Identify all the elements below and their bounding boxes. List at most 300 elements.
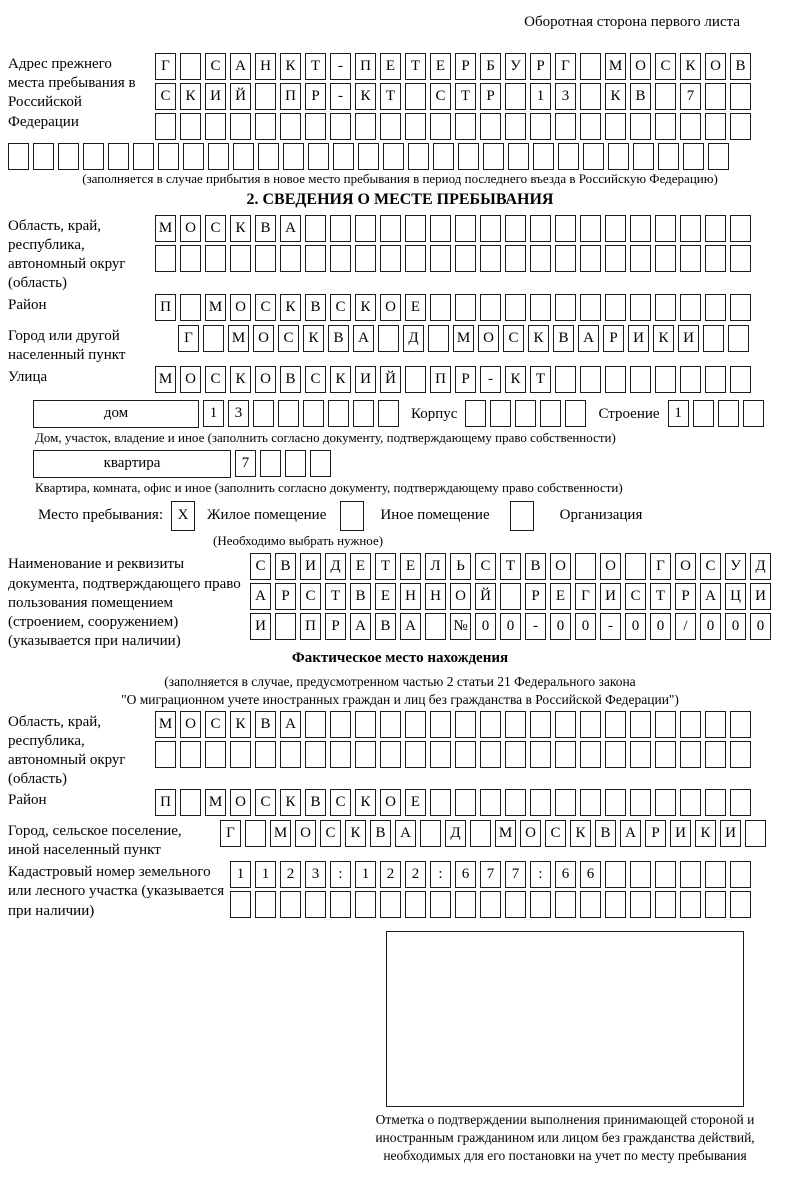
char-cell[interactable] [730,294,751,321]
char-cell[interactable]: 2 [280,861,301,888]
char-cell[interactable] [680,891,701,918]
char-cell[interactable]: 1 [668,400,689,427]
char-cell[interactable] [555,891,576,918]
char-cell[interactable] [505,789,526,816]
char-cell[interactable] [580,53,601,80]
char-cell[interactable] [555,245,576,272]
char-cell[interactable] [378,400,399,427]
char-cell[interactable]: В [275,553,296,580]
char-cell[interactable] [705,245,726,272]
char-cell[interactable] [580,711,601,738]
char-cell[interactable] [680,366,701,393]
char-cell[interactable]: Г [555,53,576,80]
char-cell[interactable]: 0 [475,613,496,640]
char-cell[interactable]: Р [480,83,501,110]
char-cell[interactable] [655,245,676,272]
char-cell[interactable] [655,789,676,816]
char-cell[interactable] [605,861,626,888]
char-cell[interactable] [205,245,226,272]
char-cell[interactable] [655,891,676,918]
char-cell[interactable]: К [653,325,674,352]
char-cell[interactable] [505,113,526,140]
char-cell[interactable] [605,789,626,816]
char-cell[interactable] [580,789,601,816]
char-cell[interactable] [730,113,751,140]
char-cell[interactable]: К [605,83,626,110]
char-cell[interactable] [708,143,729,170]
char-cell[interactable]: О [478,325,499,352]
char-cell[interactable] [405,245,426,272]
char-cell[interactable] [480,711,501,738]
char-cell[interactable]: И [355,366,376,393]
char-cell[interactable]: - [330,53,351,80]
char-cell[interactable]: С [430,83,451,110]
char-cell[interactable] [730,366,751,393]
char-cell[interactable]: К [528,325,549,352]
char-cell[interactable]: 7 [480,861,501,888]
char-cell[interactable] [283,143,304,170]
char-cell[interactable]: А [700,583,721,610]
char-cell[interactable] [730,861,751,888]
char-cell[interactable]: - [525,613,546,640]
char-cell[interactable]: Н [400,583,421,610]
char-cell[interactable]: М [155,711,176,738]
char-cell[interactable]: Т [500,553,521,580]
char-cell[interactable] [745,820,766,847]
char-cell[interactable]: 0 [725,613,746,640]
char-cell[interactable] [405,83,426,110]
char-cell[interactable] [705,741,726,768]
char-cell[interactable] [605,245,626,272]
char-cell[interactable]: М [155,366,176,393]
char-cell[interactable] [605,366,626,393]
char-cell[interactable] [358,143,379,170]
char-cell[interactable] [680,215,701,242]
char-cell[interactable] [280,245,301,272]
char-cell[interactable] [530,789,551,816]
char-cell[interactable]: Д [325,553,346,580]
checkbox-other-premises[interactable] [340,501,364,531]
char-cell[interactable] [655,366,676,393]
char-cell[interactable]: П [355,53,376,80]
char-cell[interactable] [430,741,451,768]
char-cell[interactable]: П [430,366,451,393]
char-cell[interactable] [540,400,561,427]
char-cell[interactable]: С [278,325,299,352]
char-cell[interactable]: О [253,325,274,352]
char-cell[interactable] [743,400,764,427]
char-cell[interactable]: В [525,553,546,580]
char-cell[interactable]: О [520,820,541,847]
char-cell[interactable] [380,113,401,140]
char-cell[interactable]: О [630,53,651,80]
char-cell[interactable] [533,143,554,170]
char-cell[interactable] [355,215,376,242]
char-cell[interactable]: Т [325,583,346,610]
char-cell[interactable]: О [550,553,571,580]
char-cell[interactable] [180,53,201,80]
char-cell[interactable]: 6 [580,861,601,888]
char-cell[interactable]: И [750,583,771,610]
char-cell[interactable] [555,741,576,768]
char-cell[interactable] [580,366,601,393]
char-cell[interactable] [328,400,349,427]
char-cell[interactable]: 0 [625,613,646,640]
char-cell[interactable]: : [430,861,451,888]
char-cell[interactable]: С [700,553,721,580]
char-cell[interactable] [555,711,576,738]
char-cell[interactable] [405,113,426,140]
char-cell[interactable] [275,613,296,640]
char-cell[interactable]: Е [405,789,426,816]
char-cell[interactable] [280,741,301,768]
char-cell[interactable]: С [205,366,226,393]
char-cell[interactable] [255,245,276,272]
char-cell[interactable] [308,143,329,170]
char-cell[interactable] [208,143,229,170]
char-cell[interactable]: - [330,83,351,110]
char-cell[interactable]: А [280,215,301,242]
char-cell[interactable]: А [353,325,374,352]
char-cell[interactable] [655,215,676,242]
char-cell[interactable] [180,245,201,272]
char-cell[interactable] [630,861,651,888]
char-cell[interactable] [480,215,501,242]
char-cell[interactable]: / [675,613,696,640]
char-cell[interactable]: 6 [555,861,576,888]
char-cell[interactable]: 1 [203,400,224,427]
char-cell[interactable] [630,711,651,738]
char-cell[interactable] [630,789,651,816]
char-cell[interactable] [458,143,479,170]
char-cell[interactable] [33,143,54,170]
char-cell[interactable]: М [495,820,516,847]
char-cell[interactable]: Т [650,583,671,610]
char-cell[interactable]: Б [480,53,501,80]
char-cell[interactable]: И [250,613,271,640]
char-cell[interactable]: К [345,820,366,847]
char-cell[interactable] [630,215,651,242]
char-cell[interactable] [305,891,326,918]
char-cell[interactable]: М [605,53,626,80]
char-cell[interactable] [680,789,701,816]
char-cell[interactable]: Р [603,325,624,352]
char-cell[interactable]: С [625,583,646,610]
char-cell[interactable]: У [505,53,526,80]
char-cell[interactable] [530,245,551,272]
char-cell[interactable] [580,113,601,140]
char-cell[interactable] [730,891,751,918]
char-cell[interactable] [680,741,701,768]
char-cell[interactable]: С [205,215,226,242]
char-cell[interactable]: М [205,294,226,321]
char-cell[interactable]: А [350,613,371,640]
char-cell[interactable] [630,113,651,140]
char-cell[interactable]: О [600,553,621,580]
char-cell[interactable]: П [300,613,321,640]
char-cell[interactable] [505,294,526,321]
char-cell[interactable] [693,400,714,427]
char-cell[interactable] [530,215,551,242]
char-cell[interactable]: Е [375,583,396,610]
char-cell[interactable] [530,711,551,738]
char-cell[interactable] [230,741,251,768]
char-cell[interactable] [680,245,701,272]
char-cell[interactable]: И [205,83,226,110]
char-cell[interactable] [405,215,426,242]
char-cell[interactable]: 6 [455,861,476,888]
char-cell[interactable] [705,789,726,816]
char-cell[interactable] [555,215,576,242]
char-cell[interactable] [245,820,266,847]
char-cell[interactable]: Е [430,53,451,80]
char-cell[interactable] [405,891,426,918]
char-cell[interactable] [705,113,726,140]
char-cell[interactable]: С [503,325,524,352]
char-cell[interactable] [703,325,724,352]
char-cell[interactable]: Р [675,583,696,610]
char-cell[interactable] [658,143,679,170]
char-cell[interactable] [405,741,426,768]
char-cell[interactable]: Р [305,83,326,110]
char-cell[interactable]: Ц [725,583,746,610]
char-cell[interactable] [108,143,129,170]
char-cell[interactable]: Д [445,820,466,847]
char-cell[interactable]: В [255,215,276,242]
char-cell[interactable]: Т [380,83,401,110]
char-cell[interactable] [630,294,651,321]
char-cell[interactable] [465,400,486,427]
char-cell[interactable] [180,789,201,816]
char-cell[interactable]: И [628,325,649,352]
char-cell[interactable]: И [670,820,691,847]
char-cell[interactable] [155,245,176,272]
char-cell[interactable]: А [620,820,641,847]
char-cell[interactable] [490,400,511,427]
char-cell[interactable]: Д [750,553,771,580]
char-cell[interactable] [680,861,701,888]
char-cell[interactable] [500,583,521,610]
char-cell[interactable]: К [355,83,376,110]
char-cell[interactable] [408,143,429,170]
char-cell[interactable]: Т [530,366,551,393]
char-cell[interactable]: О [380,294,401,321]
char-cell[interactable] [255,83,276,110]
char-cell[interactable] [455,891,476,918]
char-cell[interactable]: Д [403,325,424,352]
char-cell[interactable] [405,366,426,393]
char-cell[interactable]: О [180,711,201,738]
char-cell[interactable] [180,294,201,321]
char-cell[interactable]: Г [220,820,241,847]
char-cell[interactable]: Т [455,83,476,110]
char-cell[interactable] [430,113,451,140]
char-cell[interactable] [705,891,726,918]
char-cell[interactable] [380,215,401,242]
char-cell[interactable] [280,891,301,918]
char-cell[interactable] [180,113,201,140]
char-cell[interactable] [430,789,451,816]
char-cell[interactable]: О [705,53,726,80]
char-cell[interactable]: 7 [680,83,701,110]
char-cell[interactable]: А [230,53,251,80]
char-cell[interactable] [575,553,596,580]
char-cell[interactable]: О [230,294,251,321]
char-cell[interactable]: Е [550,583,571,610]
char-cell[interactable] [633,143,654,170]
char-cell[interactable]: Р [525,583,546,610]
char-cell[interactable]: 0 [575,613,596,640]
char-cell[interactable]: А [578,325,599,352]
char-cell[interactable]: Е [400,553,421,580]
char-cell[interactable] [133,143,154,170]
char-cell[interactable]: 1 [355,861,376,888]
char-cell[interactable]: П [280,83,301,110]
char-cell[interactable]: Н [255,53,276,80]
char-cell[interactable] [233,143,254,170]
char-cell[interactable] [580,891,601,918]
char-cell[interactable]: В [255,711,276,738]
char-cell[interactable] [480,891,501,918]
char-cell[interactable]: К [280,294,301,321]
char-cell[interactable] [480,741,501,768]
char-cell[interactable] [625,553,646,580]
char-cell[interactable] [355,113,376,140]
char-cell[interactable] [230,113,251,140]
checkbox-organization[interactable] [510,501,534,531]
char-cell[interactable] [355,245,376,272]
char-cell[interactable]: Т [405,53,426,80]
char-cell[interactable] [330,741,351,768]
char-cell[interactable] [705,215,726,242]
char-cell[interactable]: Р [325,613,346,640]
char-cell[interactable]: Т [375,553,396,580]
char-cell[interactable] [505,245,526,272]
char-cell[interactable] [605,711,626,738]
char-cell[interactable]: О [450,583,471,610]
char-cell[interactable] [530,741,551,768]
char-cell[interactable]: : [530,861,551,888]
char-cell[interactable] [583,143,604,170]
char-cell[interactable] [280,113,301,140]
char-cell[interactable] [455,245,476,272]
char-cell[interactable] [305,711,326,738]
char-cell[interactable] [380,891,401,918]
char-cell[interactable] [730,83,751,110]
char-cell[interactable] [705,294,726,321]
char-cell[interactable]: 7 [505,861,526,888]
char-cell[interactable] [480,245,501,272]
char-cell[interactable] [433,143,454,170]
char-cell[interactable] [155,113,176,140]
char-cell[interactable] [680,711,701,738]
char-cell[interactable]: И [300,553,321,580]
char-cell[interactable]: К [180,83,201,110]
char-cell[interactable] [705,366,726,393]
char-cell[interactable] [255,741,276,768]
char-cell[interactable]: К [355,294,376,321]
char-cell[interactable] [630,245,651,272]
char-cell[interactable]: К [303,325,324,352]
char-cell[interactable]: Й [380,366,401,393]
char-cell[interactable] [580,83,601,110]
char-cell[interactable] [430,245,451,272]
char-cell[interactable] [505,215,526,242]
char-cell[interactable]: О [380,789,401,816]
char-cell[interactable] [430,711,451,738]
char-cell[interactable]: В [375,613,396,640]
char-cell[interactable] [183,143,204,170]
char-cell[interactable]: А [395,820,416,847]
char-cell[interactable]: С [655,53,676,80]
char-cell[interactable] [705,83,726,110]
char-cell[interactable]: С [255,294,276,321]
char-cell[interactable]: Ь [450,553,471,580]
char-cell[interactable]: 3 [228,400,249,427]
char-cell[interactable]: 1 [230,861,251,888]
char-cell[interactable] [380,711,401,738]
char-cell[interactable] [253,400,274,427]
char-cell[interactable] [420,820,441,847]
char-cell[interactable] [430,294,451,321]
char-cell[interactable]: О [295,820,316,847]
char-cell[interactable]: А [280,711,301,738]
char-cell[interactable]: Л [425,553,446,580]
char-cell[interactable] [683,143,704,170]
char-cell[interactable]: О [180,366,201,393]
char-cell[interactable]: К [695,820,716,847]
char-cell[interactable]: Е [380,53,401,80]
char-cell[interactable] [728,325,749,352]
char-cell[interactable] [558,143,579,170]
char-cell[interactable] [470,820,491,847]
char-cell[interactable]: 1 [530,83,551,110]
char-cell[interactable]: В [730,53,751,80]
char-cell[interactable]: А [250,583,271,610]
char-cell[interactable] [455,113,476,140]
char-cell[interactable] [330,245,351,272]
char-cell[interactable] [330,711,351,738]
char-cell[interactable] [380,245,401,272]
char-cell[interactable] [730,245,751,272]
char-cell[interactable] [310,450,331,477]
char-cell[interactable]: С [250,553,271,580]
char-cell[interactable]: Й [230,83,251,110]
char-cell[interactable]: 1 [255,861,276,888]
char-cell[interactable]: У [725,553,746,580]
char-cell[interactable]: 3 [555,83,576,110]
char-cell[interactable]: М [453,325,474,352]
char-cell[interactable] [605,113,626,140]
char-cell[interactable] [158,143,179,170]
char-cell[interactable] [730,215,751,242]
char-cell[interactable]: 0 [550,613,571,640]
char-cell[interactable] [580,741,601,768]
char-cell[interactable] [608,143,629,170]
char-cell[interactable]: И [720,820,741,847]
char-cell[interactable]: П [155,294,176,321]
char-cell[interactable] [330,215,351,242]
char-cell[interactable] [405,711,426,738]
char-cell[interactable] [428,325,449,352]
char-cell[interactable] [530,113,551,140]
char-cell[interactable]: Г [650,553,671,580]
char-cell[interactable] [205,113,226,140]
char-cell[interactable] [655,741,676,768]
char-cell[interactable] [305,215,326,242]
char-cell[interactable]: И [600,583,621,610]
char-cell[interactable] [605,741,626,768]
